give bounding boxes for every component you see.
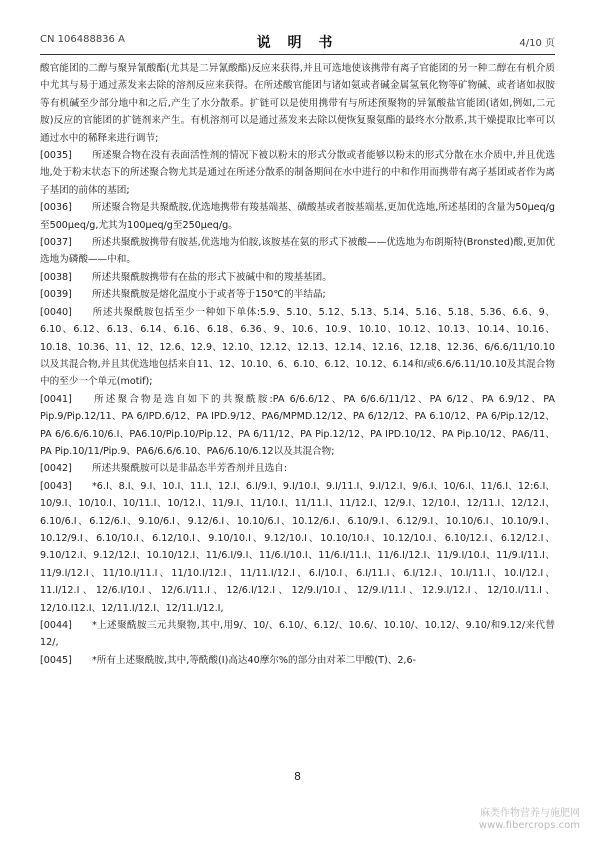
paragraph-text: 所述共聚酰胺携带有在盐的形式下被碱中和的羧基基团。 <box>92 271 332 283</box>
paragraph <box>40 269 555 286</box>
paragraph-number: [0038] <box>40 271 72 283</box>
page-header <box>40 34 555 54</box>
watermark-title: 麻类作物营养与施肥网 <box>480 808 580 819</box>
paragraph-text: 所述共聚酰胺包括至少一种如下单体:5.9、5.10、5.12、5.13、5.14、5.16、5.18、5.36、6.6、9、6.10、6.12、6.13、6.14、6.16、6.18、6.36、9、10.6、10.9、10.10、10.12、10.13、10.14、10.16、10.18、10.36、11、12、12.6、12.9、12.10、12.12、12.13、12.14、12.16、12.18、12.36、6/6.6/11/10.10以及其混合物,并且其优选地包括来自11、12、10.10、6、6.10、6.12、10.12、6.14和/或6.6/6.11/10.10及其混合物中的至少一个单元(motif); <box>40 306 555 388</box>
header-rule <box>40 54 555 55</box>
paragraph-number: [0037] <box>40 237 72 249</box>
paragraph-number: [0035] <box>40 150 72 162</box>
paragraph-text: *所有上述聚酰胺,其中,等酰酸(I)高达40摩尔%的部分由对苯二甲酸(T)、2,6- <box>92 654 417 666</box>
document-body <box>40 60 555 669</box>
paragraph-text: 酸官能团的二醇与聚异氰酸酯(尤其是二异氰酸酯)反应来获得,并且可选地使该携带有离子官能团的另一种二醇在有机介质中尤其与易于通过蒸发来去除的溶剂反应来获得。在所述酸官能团与诸如氨或者碱金属氢氧化物等矿物碱、或者诸如叔胺等有机碱至少部分地中和之后,产生了水分散系。扩链可以是使用携带有与所述预聚物的异氰酸盐官能团(诸如,例如,二元胺)反应的官能团的扩链剂来产生。有机溶剂可以是通过蒸发来去除以便恢复聚氨酯的最终水分散系,其干燥提取比率可以通过水中的稀释来进行调节; <box>40 63 555 144</box>
paragraph-number: [0036] <box>40 202 72 214</box>
patent-number: CN 106488836 A <box>40 34 125 45</box>
page-indicator: 4/10 页 <box>519 38 555 49</box>
paragraph-text: 所述聚合物是共聚酰胺,优选地携带有羧基端基、磺酸基或者胺基端基,更加优选地,所述基团的含量为50μeq/g至500μeq/g,尤其为100μeq/g至250μeq/g。 <box>40 202 555 231</box>
paragraph <box>40 617 555 652</box>
paragraph-text: 所述共聚酰胺是熔化温度小于或者等于150℃的半结晶; <box>92 289 326 301</box>
paragraph <box>40 60 555 147</box>
paragraph <box>40 234 555 269</box>
paragraph-text: *上述聚酰胺三元共聚物,其中,用9/、10/、6.10/、6.12/、10.6/、10.10/、10.12/、9.10/和9.12/来代替12/, <box>40 620 555 649</box>
paragraph-number: [0043] <box>40 480 72 492</box>
paragraph-text: 所述共聚酰胺可以是非晶态半芳香剂并且选自: <box>92 463 288 475</box>
paragraph-number: [0041] <box>40 393 72 405</box>
paragraph-text: 所述聚合物在没有表面活性剂的情况下被以粉末的形式分散或者能够以粉末的形式分散在水介质中,并且优选地,处于粉末状态下的所述聚合物尤其是通过在所述分散系的制备期间在水中进行的中和作用而携带有离子基团或者作为离子基团的前体的基团; <box>40 150 555 196</box>
paragraph <box>40 147 555 199</box>
paragraph <box>40 304 555 391</box>
document-title: 说 明 书 <box>256 35 339 51</box>
paragraph-number: [0045] <box>40 654 72 666</box>
paragraph <box>40 460 555 477</box>
paragraph-number: [0039] <box>40 289 72 301</box>
paragraph <box>40 286 555 303</box>
watermark-url: www.fibercrops.com <box>478 820 580 831</box>
paragraph <box>40 199 555 234</box>
paragraph-text: *6.I、8.I、9.I、10.I、11.I、12.I、6.I/9.I、9.I/10.I、9.I/11.I、9.I/12.I、9/6.I、10/6.I、11/6.I、12:6.I、10/9.I、10/10.I、10/11.I、10/12.I、11/9.I、11/10.I、11/11.I、11/12.I、12/9.I、12/10.I、12/11.I、12/12.I、6.10/6.I、6.12/6.I、9.10/6.I、9.12/6.I、10.10/6.I、10.12/6.I、6.10/9.I、6.12/9.I、10.10/6.I、10.10/9.I、10.12/9.I、6.10/10.I、6.12/10.I、9.10/10.I、9.12/10.I、10.10/10.I、10.12/10.I、6.10/12.I、6.12/12.I、9.10/12.I、9.12/12.I、10.10/12.I、11/6.I/9.I、11/6.I/10.I、11/6.I/11.I、11/6.I/12.I、11/9.I/10.I、11/9.I/11.I、11/9.I/12.I、11/10.I/11.I、11/10.I/12.I、11/11.I/12.I、6.I/10.I、6.I/11.I、6.I/12.I、10.I/11.I、10.I/12.I、11.I/12.I、12/6.I/10.I、12/6.I/11.I、12/6.I/12.I、12/9.I/10.I、12/9.I/11.I、12.9.I/12.I、12/10.I/11.I、12/10.I12.I、12/11.I/12.I、12/11.I/12.I, <box>40 480 555 614</box>
paragraph-number: [0040] <box>40 306 72 318</box>
paragraph-number: [0044] <box>40 620 72 631</box>
paragraph-number: [0042] <box>40 463 72 475</box>
page-number: 8 <box>294 770 301 783</box>
paragraph-text: 所述聚合物是选自如下的共聚酰胺:PA 6/6.6/12、PA 6/6.6/11/12、PA 6/12、PA 6.9/12、PA Pip.9/Pip.12/11、PA 6/IPD.6/12、PA IPD.9/12、PA6/MPMD.12/12、PA 6/12/12、PA 6.10/12、PA 6/Pip.12/12、PA 6/6.6/6.10/6.I、PA6.10/Pip.10/Pip.12、PA 6/11/12、PA Pip.12/12、PA IPD.10/12、PA Pip.10/12、PA6/11、PA Pip.10/11/Pip.9、PA6/6.6/6.10、PA6/6.10/6.12以及其混合物; <box>40 393 555 457</box>
paragraph <box>40 478 555 617</box>
paragraph-text: 所述共聚酰胺携带有胺基,优选地为伯胺,该胺基在氨的形式下被酸——优选地为布朗斯特(Bronsted)酸,更加优选地为磷酸——中和。 <box>40 237 555 266</box>
watermark <box>400 808 580 832</box>
paragraph <box>40 652 555 669</box>
paragraph <box>40 391 555 461</box>
